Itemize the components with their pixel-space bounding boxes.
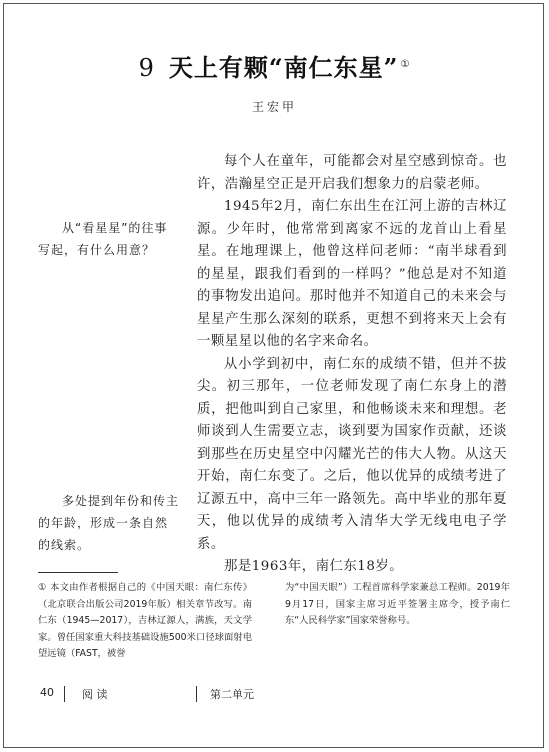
paragraph-1: 每个人在童年，可能都会对星空感到惊奇。也许，浩瀚星空正是开启我们想象力的启蒙老师。 — [197, 154, 507, 192]
article-body — [197, 151, 507, 579]
footer-section: 阅 读 — [82, 688, 108, 701]
footnote-divider — [38, 572, 118, 573]
title-footnote-marker[interactable]: ① — [400, 59, 411, 70]
footer-unit: 第二单元 — [210, 688, 254, 701]
author-name: 王宏甲 — [251, 100, 297, 114]
lesson-title-text: 天上有颗“南仁东星” — [168, 53, 399, 82]
margin-note-text: 多处提到年份和传主的年龄，形成一条自然的线索。 — [38, 494, 180, 552]
margin-note-text: 从“看星星”的往事写起，有什么用意？ — [38, 221, 168, 257]
footer-divider — [196, 686, 197, 702]
lesson-number: 9 — [138, 54, 155, 82]
paragraph-4: 那是1963年，南仁东18岁。 — [224, 559, 404, 574]
footnote-left-column: ① 本文由作者根据自己的《中国天眼：南仁东传》（北京联合出版公司2019年版）相关章节改写。南仁东（1945—2017），吉林辽源人，满族，天文学家。曾任国家重大科技基础设施500米口径球面射电望远镜（FAST，被誉 — [38, 582, 252, 659]
margin-note-1 — [38, 217, 180, 261]
paragraph-3: 从小学到初中，南仁东的成绩不错，但并不拔尖。初三那年，一位老师发现了南仁东身上的潜质，把他叫到自己家里，和他畅谈未来和理想。老师谈到人生需要立志，谈到要为国家作贡献，还谈到那些在历史星空中闪耀光芒的伟大人物。从这天开始，南仁东变了。之后，他以优异的成绩考进了辽源五中，高中三年一路领先。高中毕业的那年夏天，他以优异的成绩考入清华大学无线电电子学系。 — [197, 356, 507, 552]
page-number: 40 — [40, 686, 54, 699]
page-title — [0, 48, 549, 83]
footnote-right-column: 为“中国天眼”）工程首席科学家兼总工程师。2019年9月17日，国家主席习近平签署主席令，授予南仁东“人民科学家”国家荣誉称号。 — [285, 582, 510, 626]
paragraph-2: 1945年2月，南仁东出生在江河上游的吉林辽源。少年时，他常常到离家不远的龙首山上看星星。在地理课上，他曾这样问老师：“南半球看到的星星，跟我们看到的一样吗？”他总是对不知道的事物发出追问。那时他并不知道自己的未来会与星星产生那么深刻的联系，更想不到将来天上会有一颗星星以他的名字来命名。 — [197, 199, 507, 349]
margin-note-2 — [38, 490, 180, 556]
footer-divider — [64, 686, 65, 702]
